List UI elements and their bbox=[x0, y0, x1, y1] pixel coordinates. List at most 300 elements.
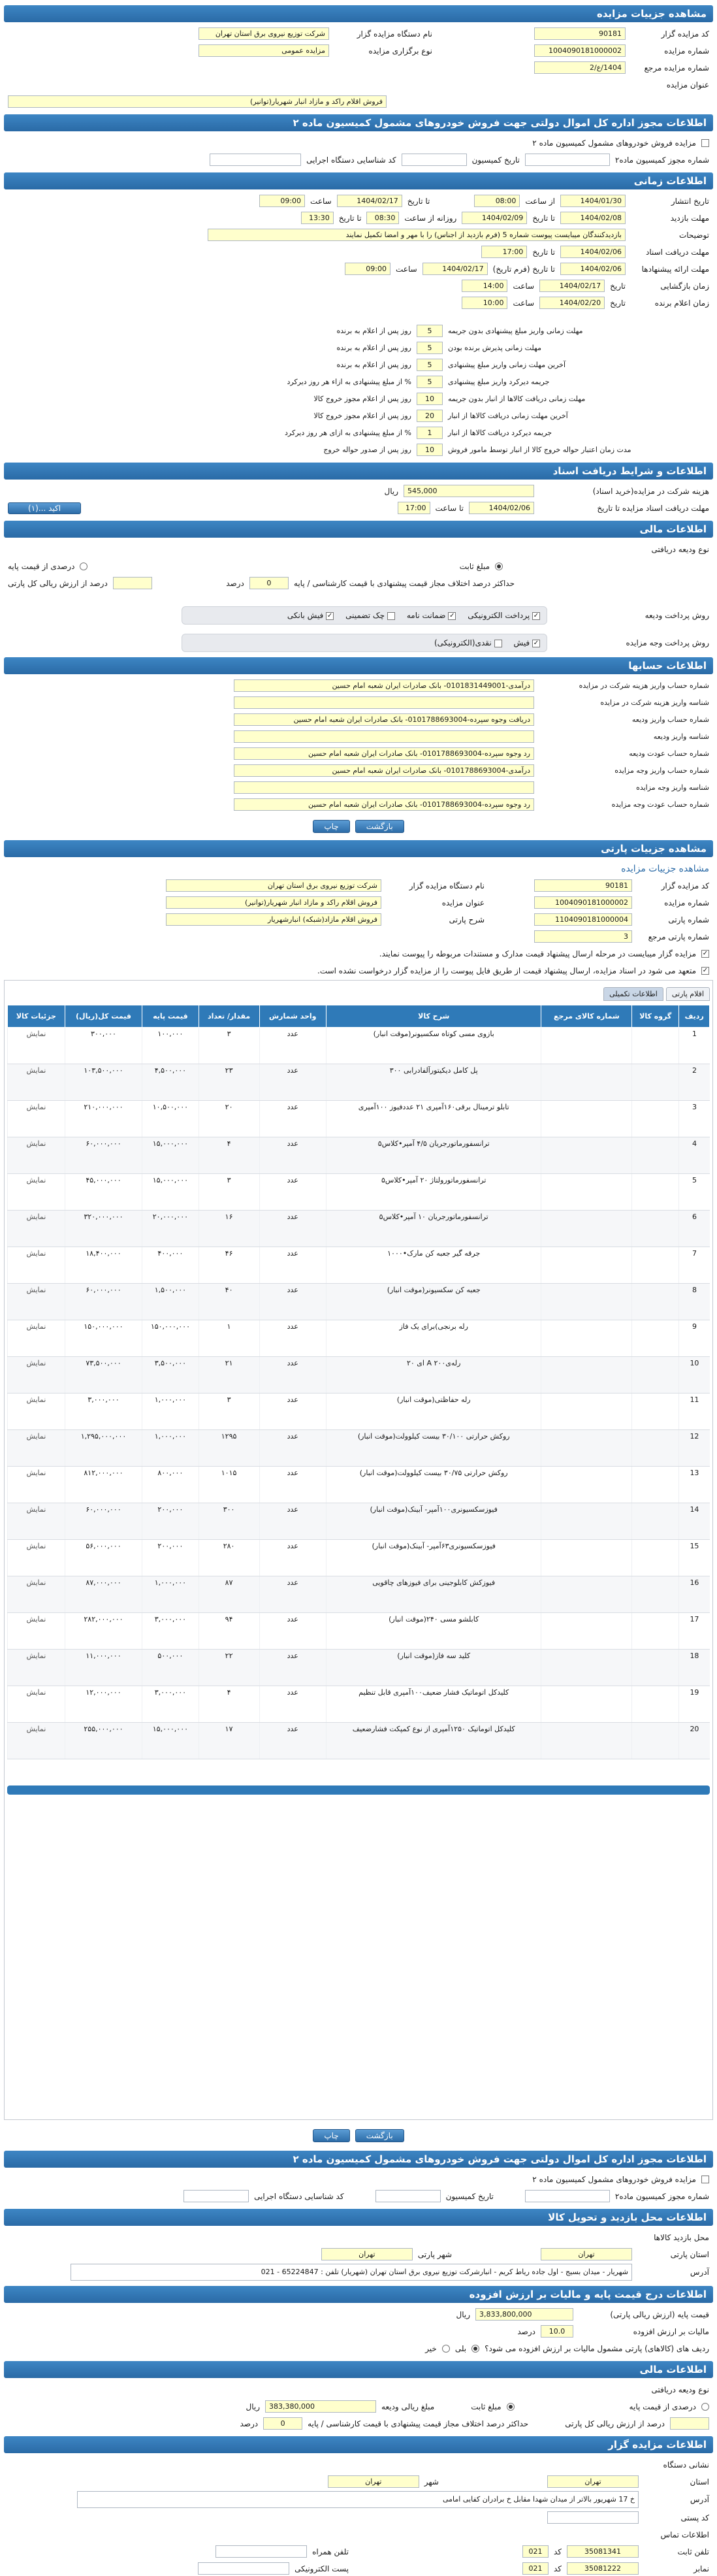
deadline-value: 10 bbox=[417, 444, 443, 456]
phone-code-label: کد bbox=[553, 2547, 562, 2556]
table-cell: رله حفاظتی(موقت انبار) bbox=[326, 1394, 541, 1430]
deadline-label: جریمه دیرکرد واریز مبلغ پیشنهادی bbox=[448, 378, 550, 386]
table-cell: ۱۰۳,۵۰۰,۰۰۰ bbox=[65, 1064, 142, 1101]
bottom-pct-radio[interactable] bbox=[701, 2403, 709, 2411]
docs-section-title: اطلاعات و شرایط دریافت اسناد bbox=[4, 463, 713, 480]
account-value: دریافت وجوه سپرده-0101788693004- بانک صادرات ایران شعبه امام حسین bbox=[234, 713, 534, 726]
visit-row bbox=[4, 210, 713, 225]
table-row bbox=[8, 1028, 710, 1064]
exec-id-field bbox=[210, 154, 301, 166]
column-header[interactable]: قیمت کل(ریال) bbox=[65, 1005, 142, 1028]
table-cell: 14 bbox=[679, 1503, 710, 1540]
auction-row-2 bbox=[4, 43, 713, 58]
tab-items[interactable]: اقلام پارتی bbox=[666, 987, 710, 1001]
address-label: آدرس bbox=[690, 2268, 709, 2277]
table-cell: ۱۲۹۵ bbox=[199, 1430, 259, 1467]
city-field: تهران bbox=[321, 2248, 413, 2260]
pct-radio[interactable] bbox=[80, 562, 88, 570]
bottom-max-diff-row bbox=[4, 2416, 713, 2431]
deposit-method-slip[interactable]: ✓ فیش بانکی bbox=[287, 611, 333, 620]
party-org-label: نام دستگاه مزایده گزار bbox=[409, 881, 485, 890]
account-label: شناسه واریز وجه مزایده bbox=[636, 783, 709, 792]
bottom-permit-no-field bbox=[525, 2190, 610, 2202]
publish-row bbox=[4, 193, 713, 208]
number-label: شماره مزایده bbox=[664, 46, 709, 56]
table-cell: عدد bbox=[259, 1174, 326, 1211]
table-cell: ۱۵,۰۰۰,۰۰۰ bbox=[142, 1174, 199, 1211]
deposit-choice-row bbox=[4, 559, 713, 574]
table-cell bbox=[541, 1394, 632, 1430]
bottom-permit-row-2 bbox=[4, 2189, 713, 2204]
auction-row-5 bbox=[4, 94, 713, 109]
table-cell bbox=[632, 1101, 679, 1137]
table-cell: عدد bbox=[259, 1467, 326, 1503]
bottom-max-diff-field: 0 bbox=[263, 2417, 302, 2430]
fax-field: 35081222 bbox=[567, 2562, 639, 2575]
table-cell bbox=[541, 1211, 632, 1247]
table-cell: ۵۰۰,۰۰۰ bbox=[142, 1650, 199, 1686]
details-link[interactable]: نمایش bbox=[8, 1357, 65, 1394]
items-table bbox=[7, 1005, 710, 1759]
table-cell: کابلشو مسی ۲۴۰(موقت انبار) bbox=[326, 1613, 541, 1650]
party-checkbox-1[interactable]: ✓ bbox=[702, 949, 709, 957]
permit-section-title: اطلاعات مجوز اداره کل اموال دولتی جهت فروش خودروهای مشمول کمیسیون ماده ۲ bbox=[4, 114, 713, 131]
table-cell: ۱,۵۰۰,۰۰۰ bbox=[142, 1284, 199, 1320]
price-section-title: اطلاعات درج قیمت پایه و مالیات بر ارزش افزوده bbox=[4, 2286, 713, 2303]
column-header[interactable]: ردیف bbox=[679, 1005, 710, 1028]
deadline-time-label: تا ساعت bbox=[435, 503, 464, 513]
deadline-row bbox=[4, 391, 713, 406]
table-cell bbox=[632, 1503, 679, 1540]
table-cell: ۴۰۰,۰۰۰ bbox=[142, 1247, 199, 1284]
column-header[interactable]: شماره کالای مرجع bbox=[541, 1005, 632, 1028]
table-cell: عدد bbox=[259, 1503, 326, 1540]
publish-to-field: 1404/02/17 bbox=[337, 195, 402, 207]
location-section-title: اطلاعات محل بازدید و تحویل کالا bbox=[4, 2209, 713, 2226]
table-cell: عدد bbox=[259, 1650, 326, 1686]
back-button[interactable]: بازگشت bbox=[355, 820, 404, 833]
permit-checkbox[interactable] bbox=[701, 139, 709, 147]
vat-yes-radio[interactable] bbox=[471, 2345, 479, 2353]
deadline-value: 5 bbox=[417, 376, 443, 388]
party-check-2-label: متعهد می شود در اسناد مزایده، ارسال پیشنهاد قیمت از طریق فایل پیوست را از مزایده گزار درخواست نشده است. bbox=[317, 966, 696, 975]
mobile-field bbox=[215, 2545, 307, 2558]
table-row bbox=[8, 1613, 710, 1650]
table-cell bbox=[632, 1357, 679, 1394]
table-row bbox=[8, 1430, 710, 1467]
deadline-unit: روز پس از اعلام به برنده bbox=[336, 361, 411, 369]
party-subtitle: مشاهده جزییات مزایده bbox=[621, 863, 709, 874]
payment-method-panel bbox=[182, 634, 547, 652]
email-field bbox=[198, 2562, 289, 2575]
account-row bbox=[4, 763, 713, 778]
bottom-deposit-type-label: نوع ودیعه دریافتی bbox=[651, 2385, 709, 2394]
items-scrollbox[interactable] bbox=[4, 980, 713, 2120]
details-link[interactable]: نمایش bbox=[8, 1540, 65, 1576]
vat-field: 10.0 bbox=[541, 2325, 573, 2338]
address-row bbox=[4, 2264, 713, 2281]
deadline-row bbox=[4, 442, 713, 457]
table-cell: ۳۰۰ bbox=[199, 1503, 259, 1540]
table-cell: رله‌ی۲۰۰ A ای ۲۰ bbox=[326, 1357, 541, 1394]
deposit-method-electronic[interactable]: ✓ پرداخت الکترونیکی bbox=[468, 611, 539, 620]
table-cell: عدد bbox=[259, 1284, 326, 1320]
fee-field: 545,000 bbox=[404, 485, 534, 497]
deadline-label: مدت زمان اعتبار حواله خروج کالا از انبار توسط مامور فروش bbox=[448, 446, 631, 454]
table-cell: 19 bbox=[679, 1686, 710, 1723]
table-cell: ۱,۰۰۰,۰۰۰ bbox=[142, 1394, 199, 1430]
table-cell bbox=[541, 1028, 632, 1064]
deposit-type-label: نوع ودیعه دریافتی bbox=[651, 544, 709, 554]
details-link[interactable]: نمایش bbox=[8, 1394, 65, 1430]
visit-to-label: تا تاریخ bbox=[532, 213, 555, 223]
party-ref-field: 3 bbox=[534, 930, 632, 943]
account-value: رد وجوه سپرده-0101788693004- بانک صادرات ایران شعبه امام حسین bbox=[234, 747, 534, 760]
table-row bbox=[8, 1723, 710, 1759]
organizer-section-title: اطلاعات مزایده گزار bbox=[4, 2436, 713, 2453]
table-cell bbox=[632, 1540, 679, 1576]
table-cell: 4 bbox=[679, 1137, 710, 1174]
bottom-fixed-radio[interactable] bbox=[507, 2403, 515, 2411]
deposit-method-guarantee[interactable]: ✓ ضمانت نامه bbox=[406, 611, 455, 620]
table-cell: ۲۰۰,۰۰۰ bbox=[142, 1540, 199, 1576]
table-cell: ۲۱ bbox=[199, 1357, 259, 1394]
details-link[interactable]: نمایش bbox=[8, 1467, 65, 1503]
party-code-field: 90181 bbox=[534, 879, 632, 892]
fixed-radio[interactable] bbox=[495, 562, 503, 570]
bottom-permit-section-title: اطلاعات مجوز اداره کل اموال دولتی جهت فروش خودروهای مشمول کمیسیون ماده ۲ bbox=[4, 2151, 713, 2168]
table-cell: ۴۰ bbox=[199, 1284, 259, 1320]
table-cell: روکش حرارتی ۳۰/۱۰۰ بیست کیلوولت(موقت انبار) bbox=[326, 1430, 541, 1467]
deadline-label: مهلت زمانی واریز مبلغ پیشنهادی بدون جریمه bbox=[448, 327, 583, 335]
table-cell: پل کامل دیکیتورآلفادرابی ۳۰۰ bbox=[326, 1064, 541, 1101]
details-link[interactable]: نمایش bbox=[8, 1028, 65, 1064]
party-section-title: مشاهده جزییات پارتی bbox=[4, 840, 713, 857]
deadline-label: جریمه دیرکرد دریافت کالاها از انبار bbox=[448, 429, 552, 437]
org-address-line-row bbox=[4, 2491, 713, 2508]
auction-row-3 bbox=[4, 60, 713, 75]
pct-label: درصدی از قیمت پایه bbox=[8, 561, 75, 571]
table-row bbox=[8, 1686, 710, 1723]
account-value bbox=[234, 730, 534, 743]
auction-row-1 bbox=[4, 26, 713, 41]
table-cell: ۱ bbox=[199, 1320, 259, 1357]
party-org-field: شرکت توزیع نیروی برق استان تهران bbox=[166, 879, 381, 892]
column-header[interactable]: مقدار/ تعداد bbox=[199, 1005, 259, 1028]
details-link[interactable]: نمایش bbox=[8, 1174, 65, 1211]
table-cell: 9 bbox=[679, 1320, 710, 1357]
column-header[interactable]: قیمت پایه bbox=[142, 1005, 199, 1028]
table-row bbox=[8, 1650, 710, 1686]
org-province-field: تهران bbox=[547, 2475, 639, 2488]
table-cell: ۲۰,۰۰۰,۰۰۰ bbox=[142, 1211, 199, 1247]
deposit-method-check[interactable]: چک تضمینی bbox=[345, 611, 395, 620]
open-label: زمان بازگشایی bbox=[660, 281, 709, 291]
bottom-deposit-choice-row bbox=[4, 2399, 713, 2414]
table-cell bbox=[632, 1394, 679, 1430]
permit-check-label: مزایده فروش خودروهای مشمول کمیسیون ماده ۲ bbox=[532, 138, 696, 148]
account-row bbox=[4, 695, 713, 710]
party-checkbox-2[interactable]: ✓ bbox=[702, 966, 709, 974]
table-footer-bar bbox=[7, 1785, 710, 1795]
account-value: درآمدی-0101831449001- بانک صادرات ایران شعبه امام حسین bbox=[234, 679, 534, 692]
table-cell bbox=[632, 1467, 679, 1503]
type-field: مزایده عمومی bbox=[199, 44, 329, 57]
table-cell: کلیدکل اتوماتیک فشار ضعیف۱۰۰آمپری قابل تنظیم bbox=[326, 1686, 541, 1723]
deadline-row bbox=[4, 374, 713, 389]
deadline-row bbox=[4, 323, 713, 338]
phone-code-field: 021 bbox=[522, 2545, 549, 2558]
publish-label: تاریخ انتشار bbox=[671, 196, 709, 206]
table-cell bbox=[541, 1357, 632, 1394]
account-label: شناسه واریز هزینه شرکت در مزایده bbox=[600, 698, 709, 707]
account-label: شناسه واریز ودیعه bbox=[653, 732, 709, 741]
details-link[interactable]: نمایش bbox=[8, 1723, 65, 1759]
table-cell: 17 bbox=[679, 1613, 710, 1650]
tab-extra[interactable]: اطلاعات تکمیلی bbox=[603, 987, 663, 1001]
announce-row bbox=[4, 295, 713, 310]
address-field: شهریار - میدان بسیج - اول جاده ریاط کریم - انبارشرکت توزیع نیروی برق استان تهران (شهریار) تلفن : 65224847 - 021 bbox=[71, 2264, 632, 2281]
table-cell: 20 bbox=[679, 1723, 710, 1759]
table-cell bbox=[632, 1174, 679, 1211]
bottom-permit-date-field bbox=[375, 2190, 441, 2202]
bottom-permit-date-label: تاریخ کمیسیون bbox=[445, 2191, 494, 2201]
table-row bbox=[8, 1576, 710, 1613]
party-check-1-label: مزایده گزار میبایست در مرحله ارسال پیشنهاد قیمت مدارک و مستندات مربوطه را پیوست نمایند. bbox=[379, 949, 696, 958]
max-diff-unit: درصد bbox=[226, 578, 244, 588]
postal-label: کد پستی bbox=[680, 2513, 709, 2522]
table-cell: ۲۸۲,۰۰۰,۰۰۰ bbox=[65, 1613, 142, 1650]
docs-more-button[interactable]: اکید ...(۱) bbox=[8, 502, 81, 514]
party-row-3 bbox=[4, 912, 713, 927]
table-cell: ۸۱۲,۰۰۰,۰۰۰ bbox=[65, 1467, 142, 1503]
visit-label: مهلت بازدید bbox=[670, 213, 709, 223]
open-time-field: 14:00 bbox=[462, 280, 507, 292]
org-city-field: تهران bbox=[328, 2475, 419, 2488]
bottom-min-pct-field bbox=[670, 2417, 709, 2430]
table-cell: ۳ bbox=[199, 1174, 259, 1211]
phone-row bbox=[4, 2544, 713, 2559]
title-field: فروش اقلام راکد و مازاد انبار شهریار(توانیر) bbox=[8, 95, 387, 108]
account-value: درآمدی-0101788693004- بانک صادرات ایران شعبه امام حسین bbox=[234, 764, 534, 777]
details-link[interactable]: نمایش bbox=[8, 1284, 65, 1320]
table-cell: ۳ bbox=[199, 1028, 259, 1064]
table-cell bbox=[541, 1686, 632, 1723]
table-row bbox=[8, 1357, 710, 1394]
party-code-label: کد مزایده گزار bbox=[661, 881, 709, 890]
docs-to-label: تا تاریخ bbox=[532, 247, 555, 257]
deadline-unit: روز پس از اعلام به برنده bbox=[336, 344, 411, 352]
publish-from-time-label: از ساعت bbox=[525, 196, 555, 206]
details-link[interactable]: نمایش bbox=[8, 1430, 65, 1467]
province-row bbox=[4, 2247, 713, 2262]
auction-section-title: مشاهده جزییات مزایده bbox=[4, 5, 713, 22]
deposit-amount-field: 383,380,000 bbox=[265, 2400, 376, 2413]
table-cell: ۳,۰۰۰,۰۰۰ bbox=[142, 1613, 199, 1650]
table-cell: کلیدکل اتوماتیک ۱۲۵۰آمپری از نوع کمپکت فشارضعیف bbox=[326, 1723, 541, 1759]
details-link[interactable]: نمایش bbox=[8, 1613, 65, 1650]
bottom-deposit-type-row bbox=[4, 2382, 713, 2397]
postal-field bbox=[547, 2511, 639, 2524]
account-row bbox=[4, 712, 713, 727]
account-row bbox=[4, 797, 713, 812]
column-header[interactable]: گروه کالا bbox=[632, 1005, 679, 1028]
exec-id-label: کد شناسایی دستگاه اجرایی bbox=[306, 155, 396, 165]
party-subtitle-row bbox=[4, 861, 713, 876]
number-field: 1004090181000002 bbox=[534, 44, 626, 57]
account-label: شماره حساب واریز وجه مزایده bbox=[614, 766, 709, 775]
table-row bbox=[8, 1137, 710, 1174]
table-cell bbox=[541, 1467, 632, 1503]
table-cell: ۶۰,۰۰۰,۰۰۰ bbox=[65, 1284, 142, 1320]
vat-q-label: ردیف های (کالاهای) پارتی مشمول مالیات بر ارزش افزوده می شود؟ bbox=[485, 2343, 709, 2353]
details-link[interactable]: نمایش bbox=[8, 1137, 65, 1174]
table-cell bbox=[541, 1137, 632, 1174]
table-cell: فیوزسکسیونری۱۰۰آمپر- آبینک(موقت انبار) bbox=[326, 1503, 541, 1540]
table-row bbox=[8, 1174, 710, 1211]
table-row bbox=[8, 1064, 710, 1101]
table-cell: ۹۴ bbox=[199, 1613, 259, 1650]
phone-field: 35081341 bbox=[567, 2545, 639, 2558]
table-cell: ۸۷,۰۰۰,۰۰۰ bbox=[65, 1576, 142, 1613]
announce-time-field: 10:00 bbox=[462, 297, 507, 309]
details-link[interactable]: نمایش bbox=[8, 1320, 65, 1357]
column-header[interactable]: واحد شمارش bbox=[259, 1005, 326, 1028]
table-cell bbox=[541, 1174, 632, 1211]
party-number-label: شماره مزایده bbox=[664, 898, 709, 907]
table-cell: ۲۰۰,۰۰۰ bbox=[142, 1503, 199, 1540]
table-row bbox=[8, 1284, 710, 1320]
deadline-date-field: 1404/02/06 bbox=[469, 502, 534, 514]
table-cell: بازوی مسی کوتاه سکسیونر(موقت انبار) bbox=[326, 1028, 541, 1064]
table-cell: ۱,۰۰۰,۰۰۰ bbox=[142, 1576, 199, 1613]
table-cell: 12 bbox=[679, 1430, 710, 1467]
table-cell: 5 bbox=[679, 1174, 710, 1211]
table-cell: ۸۷ bbox=[199, 1576, 259, 1613]
org-label: نام دستگاه مزایده گزار bbox=[357, 29, 432, 39]
deadlines-list bbox=[4, 323, 713, 457]
table-cell: جرقه گیر جعبه کن مارک•۱۰۰۰ bbox=[326, 1247, 541, 1284]
table-cell: ۱۰۱۵ bbox=[199, 1467, 259, 1503]
party-desc-label: شرح پارتی bbox=[449, 915, 485, 924]
title-label: عنوان مزایده bbox=[666, 80, 709, 90]
details-link[interactable]: نمایش bbox=[8, 1064, 65, 1101]
deadline-row bbox=[4, 340, 713, 355]
deadline-unit: % از مبلغ پیشنهادی به ازای هر روز دیرکرد bbox=[285, 429, 411, 437]
permit-no-label: شماره مجوز کمیسیون ماده۲ bbox=[614, 155, 709, 165]
docs-row bbox=[4, 244, 713, 259]
deadline-value: 5 bbox=[417, 325, 443, 337]
table-cell: ۳۲۰,۰۰۰,۰۰۰ bbox=[65, 1211, 142, 1247]
vat-row bbox=[4, 2324, 713, 2339]
table-cell: عدد bbox=[259, 1101, 326, 1137]
payment-method-slip[interactable]: ✓ فیش bbox=[513, 638, 539, 647]
table-cell bbox=[541, 1101, 632, 1137]
table-cell: ۱۸,۴۰۰,۰۰۰ bbox=[65, 1247, 142, 1284]
table-cell: عدد bbox=[259, 1613, 326, 1650]
table-cell: 13 bbox=[679, 1467, 710, 1503]
party-back-button[interactable]: بازگشت bbox=[355, 2129, 404, 2142]
min-pct-label: درصد از ارزش ریالی کل پارتی bbox=[8, 578, 108, 588]
table-cell bbox=[632, 1137, 679, 1174]
deadline-label: آخرین مهلت زمانی دریافت کالاها از انبار bbox=[448, 412, 568, 420]
details-link[interactable]: نمایش bbox=[8, 1503, 65, 1540]
table-row bbox=[8, 1247, 710, 1284]
deadline-unit: روز پس از اعلام مجوز خروج کالا bbox=[313, 395, 411, 403]
table-cell bbox=[541, 1650, 632, 1686]
docs-to-time-field: 17:00 bbox=[481, 246, 527, 258]
party-row-1 bbox=[4, 878, 713, 893]
details-link[interactable]: نمایش bbox=[8, 1101, 65, 1137]
print-button[interactable]: چاپ bbox=[313, 820, 349, 833]
timing-section-title: اطلاعات زمانی bbox=[4, 172, 713, 189]
vat-unit: درصد bbox=[517, 2326, 535, 2336]
offer-label: مهلت ارائه پیشنهادها bbox=[641, 264, 709, 274]
column-header[interactable]: جزئیات کالا bbox=[8, 1005, 65, 1028]
vat-no-radio[interactable] bbox=[442, 2345, 450, 2353]
table-cell: ۱۶ bbox=[199, 1211, 259, 1247]
table-cell bbox=[541, 1430, 632, 1467]
table-row bbox=[8, 1211, 710, 1247]
fax-row bbox=[4, 2561, 713, 2576]
table-cell: 15 bbox=[679, 1540, 710, 1576]
deadline-value: 20 bbox=[417, 410, 443, 422]
party-no-label: شماره پارتی bbox=[668, 915, 709, 924]
bottom-permit-checkbox[interactable] bbox=[701, 2176, 709, 2183]
publish-from-time-field: 08:00 bbox=[474, 195, 520, 207]
table-cell: ۱۵۰,۰۰۰,۰۰۰ bbox=[65, 1320, 142, 1357]
table-cell: عدد bbox=[259, 1137, 326, 1174]
bottom-exec-id-field bbox=[183, 2190, 249, 2202]
payment-method-cash[interactable]: نقدی(الکترونیکی) bbox=[434, 638, 502, 647]
column-header[interactable]: شرح کالا bbox=[326, 1005, 541, 1028]
party-check-1 bbox=[4, 946, 713, 961]
table-cell bbox=[632, 1723, 679, 1759]
table-cell: ۱۰,۵۰۰,۰۰۰ bbox=[142, 1101, 199, 1137]
payment-method-row bbox=[4, 634, 713, 652]
party-print-button[interactable]: چاپ bbox=[313, 2129, 349, 2142]
table-cell: ۴۶ bbox=[199, 1247, 259, 1284]
details-link[interactable]: نمایش bbox=[8, 1650, 65, 1686]
table-cell bbox=[632, 1064, 679, 1101]
bottom-max-diff-label: حداکثر درصد اختلاف مجاز قیمت پیشنهادی با قیمت کارشناسی / پایه bbox=[308, 2419, 529, 2428]
table-row bbox=[8, 1467, 710, 1503]
location-label: محل بازدید کالاها bbox=[654, 2232, 709, 2242]
table-cell: ترانسفورماتورجریان ۴/۵ آمپر•کلاس۵ bbox=[326, 1137, 541, 1174]
offer-from-field: 1404/02/06 bbox=[560, 263, 626, 275]
deadline-unit: روز پس از اعلام به برنده bbox=[336, 327, 411, 335]
details-link[interactable]: نمایش bbox=[8, 1247, 65, 1284]
table-cell: ۱۷ bbox=[199, 1723, 259, 1759]
table-cell: ۱۵,۰۰۰,۰۰۰ bbox=[142, 1137, 199, 1174]
table-cell: ۲۲ bbox=[199, 1650, 259, 1686]
bottom-permit-no-label: شماره مجوز کمیسیون ماده۲ bbox=[614, 2191, 709, 2201]
table-cell: ۴۵,۰۰۰,۰۰۰ bbox=[65, 1174, 142, 1211]
details-link[interactable]: نمایش bbox=[8, 1686, 65, 1723]
deadline-value: 5 bbox=[417, 342, 443, 354]
table-cell: تابلو ترمینال برقی۱۶۰آمپری ۲۱ عددفیوز ۱۰۰آمپری bbox=[326, 1101, 541, 1137]
details-link[interactable]: نمایش bbox=[8, 1211, 65, 1247]
deadline-row bbox=[4, 425, 713, 440]
email-label: پست الکترونیکی bbox=[295, 2564, 349, 2573]
party-title-label: عنوان مزایده bbox=[441, 898, 485, 907]
visit-to-field: 1404/02/09 bbox=[462, 212, 527, 224]
fee-label: هزینه شرکت در مزایده(خرید اسناد) bbox=[592, 486, 709, 496]
table-cell: ترانسفورماتورولتاژ ۲۰ آمپر•کلاس۵ bbox=[326, 1174, 541, 1211]
bottom-permit-check-label: مزایده فروش خودروهای مشمول کمیسیون ماده ۲ bbox=[532, 2174, 696, 2184]
table-cell: 2 bbox=[679, 1064, 710, 1101]
details-link[interactable]: نمایش bbox=[8, 1576, 65, 1613]
